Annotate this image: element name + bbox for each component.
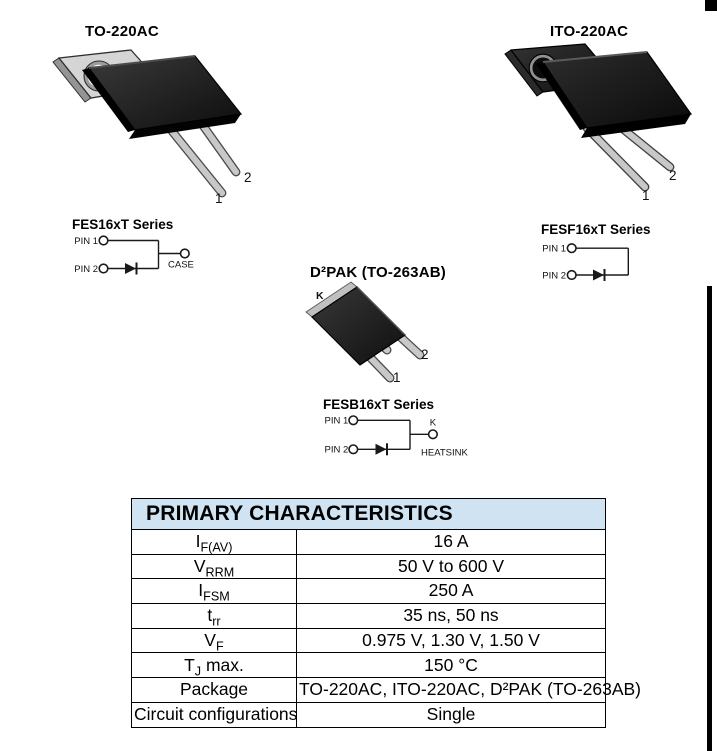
d2pak-title: D²PAK (TO-263AB): [310, 264, 446, 281]
fesb-schematic: [320, 412, 485, 467]
wires: [576, 248, 628, 275]
pin1-terminal: [99, 236, 108, 245]
ito220ac-package-illustration: [487, 40, 717, 208]
value-cell: 250 A: [297, 579, 606, 604]
pin2-terminal: [349, 445, 358, 454]
to220-pin1-number: 1: [215, 191, 223, 206]
heatsink-terminal: [429, 430, 438, 439]
d2pak-cathode-label: K: [316, 290, 324, 302]
to220ac-title: TO-220AC: [85, 23, 159, 40]
pin2-terminal: [567, 271, 576, 280]
heatsink-label: HEATSINK: [421, 447, 468, 459]
value-cell: Single: [297, 702, 606, 727]
d2pak-pin2-number: 2: [421, 347, 429, 362]
pin1-terminal: [567, 244, 576, 253]
fesf-schematic: [538, 238, 663, 290]
param-cell: $V_{RRM}$: [132, 554, 297, 579]
case-terminal: [181, 249, 190, 258]
param-cell: $I_{F(AV)}$: [132, 530, 297, 555]
case-label: CASE: [168, 259, 194, 271]
table-row: [132, 604, 606, 629]
k-label: K: [429, 417, 437, 429]
page-edge-artifact-top-right: [705, 0, 717, 11]
diode-symbol: [593, 269, 605, 281]
to220ac-package-illustration: [55, 46, 280, 210]
param-cell: $T_J$ max.: [132, 653, 297, 678]
param-cell: Circuit configurations: [132, 702, 297, 727]
param-cell: $V_F$: [132, 628, 297, 653]
d2pak-pin1-number: 1: [393, 370, 401, 385]
pin1-label: PIN 1: [74, 235, 98, 247]
param-cell: $I_{FSM}$: [132, 579, 297, 604]
fes-series-title: FES16xT Series: [72, 217, 174, 232]
value-cell: 35 ns, 50 ns: [297, 604, 606, 629]
value-cell: 0.975 V, 1.30 V, 1.50 V: [297, 628, 606, 653]
pin1-label: PIN 1: [324, 415, 349, 427]
ito220-pin2-number: 2: [669, 168, 677, 183]
table-header-cell: PRIMARY CHARACTERISTICS: [132, 499, 606, 530]
wires: [358, 420, 429, 449]
fesf-series-title: FESF16xT Series: [541, 222, 651, 237]
value-cell: 150 °C: [297, 653, 606, 678]
table-row: [132, 702, 606, 727]
page-edge-artifact-right: [707, 286, 712, 751]
diode-symbol: [125, 263, 137, 275]
pin2-label: PIN 2: [324, 444, 349, 456]
to220-pin2-number: 2: [244, 170, 252, 185]
fes-schematic: [68, 233, 216, 285]
table-row: [132, 653, 606, 678]
table-row: [132, 579, 606, 604]
table-row: [132, 628, 606, 653]
primary-characteristics-table: [131, 498, 642, 728]
param-cell: Package: [132, 678, 297, 703]
table-row: [132, 678, 606, 703]
diode-symbol: [376, 443, 388, 455]
pin1-label: PIN 1: [542, 243, 566, 255]
pin2-label: PIN 2: [542, 270, 566, 282]
to220-body: [82, 56, 241, 139]
value-cell: TO-220AC, ITO-220AC, D²PAK (TO-263AB): [297, 678, 606, 703]
d2pak-package-illustration: [290, 283, 465, 395]
value-cell: 50 V to 600 V: [297, 554, 606, 579]
ito220ac-title: ITO-220AC: [550, 23, 629, 40]
pin2-terminal: [99, 264, 108, 273]
table-row: [132, 554, 606, 579]
table-row: [132, 530, 606, 555]
value-cell: 16 A: [297, 530, 606, 555]
ito220-body: [536, 52, 691, 138]
param-cell: $t_{rr}$: [132, 604, 297, 629]
pin2-label: PIN 2: [74, 263, 98, 275]
pin1-terminal: [349, 416, 358, 425]
ito220-pin1-number: 1: [642, 188, 650, 203]
fesb-series-title: FESB16xT Series: [323, 397, 435, 412]
